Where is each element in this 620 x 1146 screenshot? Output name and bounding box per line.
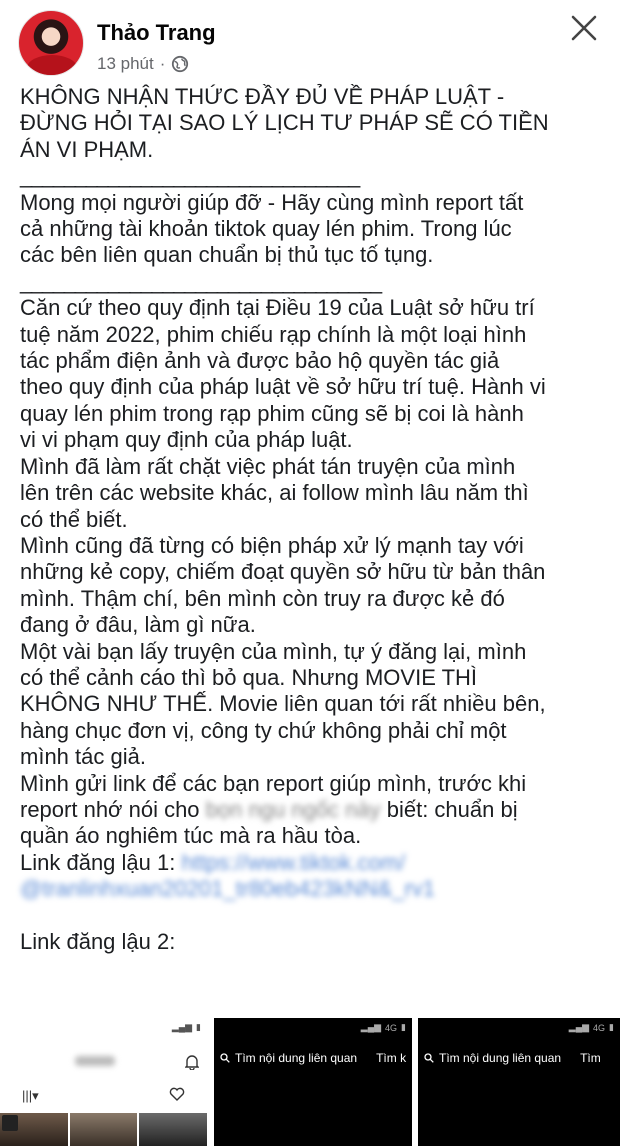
link2-label: Link đăng lậu 2:	[20, 928, 176, 954]
plea-line: các bên liên quan chuẩn bị thủ tục tố tụng.	[20, 242, 434, 268]
body-line: Mình gửi link để các bạn report giúp mình, trước khi	[20, 770, 527, 796]
body-line: tuệ năm 2022, phim chiếu rạp chính là một loại hình	[20, 321, 527, 347]
search-bar	[424, 1051, 601, 1065]
search-icon	[424, 1053, 434, 1063]
status-bar: ▂▄▆ 4G ▮	[568, 1022, 614, 1033]
plea-line: Mong mọi người giúp đỡ - Hãy cùng mình report tất	[20, 189, 524, 215]
screenshot-thumbnail[interactable]	[0, 1018, 207, 1146]
body-line: có thể biết.	[20, 506, 128, 532]
body-line: KHÔNG NHƯ THẾ. Movie liên quan tới rất nhiều bên,	[20, 691, 546, 717]
report-line	[20, 797, 605, 823]
body-line: mình. Thậm chí, bên mình còn truy ra được kẻ đó	[20, 585, 505, 611]
post-header	[0, 0, 620, 84]
body-line: mình tác giả.	[20, 744, 146, 770]
link1-url[interactable]: https://www.tiktok.com/	[181, 849, 406, 875]
report-suffix: biết: chuẩn bị	[386, 796, 518, 822]
headline-line: ÁN VI PHẠM.	[20, 136, 154, 162]
body-line: có thể cảnh cáo thì bỏ qua. Nhưng MOVIE THÌ	[20, 664, 478, 690]
plea-line: cả những tài khoản tiktok quay lén phim. Trong lúc	[20, 216, 512, 242]
body-line: hàng chục đơn vị, công ty chứ không phải chỉ một	[20, 717, 507, 743]
body-line: lên trên các website khác, ai follow mình lâu năm thì	[20, 480, 529, 506]
video-grid	[0, 1113, 207, 1146]
grid-icon: |||▾	[22, 1088, 39, 1103]
headline-line: KHÔNG NHẬN THỨC ĐẦY ĐỦ VỀ PHÁP LUẬT -	[20, 84, 505, 109]
body-line: đang ở đâu, làm gì nữa.	[20, 612, 256, 638]
blurred-text: bọn ngu ngốc này	[205, 796, 381, 822]
body-line: Mình cũng đã từng có biện pháp xử lý mạnh tay với	[20, 532, 524, 558]
link-line	[20, 850, 605, 876]
status-bar: ▂▄▆ ▮	[171, 1022, 201, 1032]
post-time[interactable]: 13 phút	[97, 54, 154, 73]
divider-rule: _________________________________	[20, 268, 381, 294]
body-line: quay lén phim trong rạp phim cũng sẽ bị coi là hành	[20, 400, 524, 426]
network-label: 4G	[385, 1022, 398, 1033]
divider-rule: _______________________________	[20, 163, 359, 189]
body-line: những kẻ copy, chiếm đoạt quyền sở hữu từ bản thân	[20, 559, 546, 585]
heart-icon	[169, 1086, 185, 1102]
meta-separator: ·	[159, 54, 166, 73]
post-text	[20, 84, 605, 955]
post-meta	[97, 54, 189, 74]
search-tab: Tìm k	[376, 1051, 407, 1065]
search-bar	[220, 1051, 406, 1065]
blurred-username	[75, 1056, 115, 1066]
link1-url-cont[interactable]: @tranlinhxuan20201_tr80eb423kNN&_rv1	[20, 876, 435, 902]
body-line: vi vi phạm quy định của pháp luật.	[20, 427, 353, 453]
network-label: 4G	[593, 1022, 606, 1033]
status-bar: ▂▄▆ 4G ▮	[360, 1022, 406, 1033]
body-line: Mình đã làm rất chặt việc phát tán truyện của mình	[20, 453, 516, 479]
body-line: tác phẩm điện ảnh và được bảo hộ quyền tác giả	[20, 348, 500, 374]
report-prefix: report nhớ nói cho	[20, 796, 200, 822]
headline-line: ĐỪNG HỎI TẠI SAO LÝ LỊCH TƯ PHÁP SẼ CÓ TIỀN	[20, 110, 549, 136]
closing-line: quần áo nghiêm túc mà ra hầu tòa.	[20, 823, 362, 849]
author-name[interactable]: Thảo Trang	[97, 20, 216, 45]
globe-icon[interactable]	[171, 55, 189, 73]
attached-screenshots	[0, 1018, 620, 1146]
close-icon[interactable]	[568, 12, 600, 44]
screenshot-thumbnail[interactable]	[214, 1018, 412, 1146]
search-text: Tìm nội dung liên quan	[235, 1051, 358, 1065]
body-line: Một vài bạn lấy truyện của mình, tự ý đăng lại, mình	[20, 638, 527, 664]
screenshot-thumbnail[interactable]	[418, 1018, 620, 1146]
profile-icon	[2, 1115, 18, 1131]
search-icon	[220, 1053, 230, 1063]
body-line: theo quy định của pháp luật về sở hữu trí tuệ. Hành vi	[20, 374, 546, 400]
body-line: Căn cứ theo quy định tại Điều 19 của Luật sở hữu trí	[20, 295, 535, 321]
search-text: Tìm nội dung liên quan	[439, 1051, 562, 1065]
search-tab: Tìm	[580, 1051, 601, 1065]
link1-label: Link đăng lậu 1:	[20, 849, 176, 875]
bell-icon	[185, 1054, 199, 1070]
author-avatar[interactable]	[18, 10, 84, 76]
